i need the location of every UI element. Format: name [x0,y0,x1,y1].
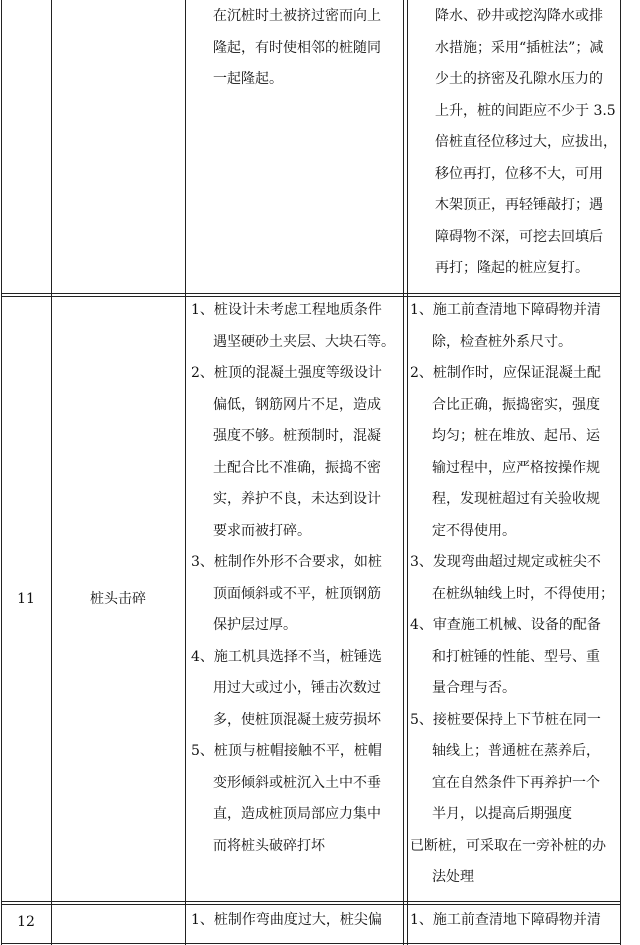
text-line: 移位再打，位移不大，可用 [435,165,603,182]
text-line: 已断桩，可采取在一旁补桩的办 [410,837,606,854]
text-line: 半月，以提高后期强度 [432,806,572,822]
text-line: 均匀；桩在堆放、起吊、运 [432,428,600,444]
text-line: 和打桩锤的性能、型号、重 [432,648,600,665]
text-line: 倍桩直径位移过大，应拔出， [435,134,617,150]
text-line: 2、桩制作时，应保证混凝土配 [410,365,601,381]
cause-cell [191,905,382,937]
text-line: 3、桩制作外形不合要求，如桩 [191,554,382,570]
text-line: 在沉桩时土被挤过密而向上 [213,8,381,24]
column-divider [403,0,404,945]
text-line: 1、桩制作弯曲度过大，桩尖偏 [191,912,382,928]
measure-cell [435,1,617,285]
text-line: 要求而被打碎。 [213,522,311,539]
text-line: 木架顶正，再轻锤敲打；遇 [435,197,603,213]
text-line: 法处理 [432,869,474,885]
text-line: 保护层过厚。 [213,617,297,633]
text-line: 偏低，钢筋网片不足，造成 [213,396,381,413]
text-line: 轴线上；普通桩在蒸养后， [432,743,600,759]
text-line: 实，养护不良，未达到设计 [213,491,381,507]
text-line: 再打；隆起的桩应复打。 [435,260,589,276]
row-divider [1,293,621,294]
text-line: 1、桩设计未考虑工程地质条件 [191,302,382,318]
text-line: 除，检查桩外系尺寸。 [432,333,572,350]
column-divider [185,0,186,945]
text-line: 障碍物不深，可挖去回填后 [435,228,603,245]
text-line: 用过大或过小，锤击次数过 [213,680,381,696]
cause-cell [191,295,395,862]
text-line: 合比正确，振捣密实，强度 [432,396,600,413]
text-line: 遇坚硬砂土夹层、大块石等。 [213,333,395,350]
text-line: 多，使桩顶混凝土疲劳损坏 [213,711,381,728]
text-line: 5、桩顶与桩帽接触不平，桩帽 [191,743,382,759]
column-divider [620,0,621,945]
text-line: 程，发现桩超过有关验收规 [432,491,600,507]
text-line: 隆起，有时使相邻的桩随同 [213,39,381,56]
text-line: 上升，桩的间距应不少于 3.5 [435,102,616,119]
text-line: 顶面倾斜或不平，桩顶钢筋 [213,585,381,602]
column-divider [1,0,2,945]
text-line: 1、施工前查清地下障碍物并清 [410,302,601,318]
text-line: 输过程中，应严格按操作规 [432,459,600,476]
text-line: 少土的挤密及孔隙水压力的 [435,71,603,87]
row-divider [1,901,621,902]
measure-cell [410,905,601,937]
text-line: 降水、砂井或挖沟降水或排 [435,8,603,24]
text-line: 3、发现弯曲超过规定或桩尖不 [410,554,601,570]
text-line: 4、施工机具选择不当，桩锤选 [191,648,382,665]
defect-name: 桩头击碎 [90,591,146,607]
column-divider [51,0,52,945]
column-divider [407,0,408,945]
measure-cell [410,295,614,894]
text-line: 量合理与否。 [432,680,516,696]
text-line: 4、审查施工机械、设备的配备 [410,617,601,633]
text-line: 一起隆起。 [213,71,283,87]
text-line: 2、桩顶的混凝土强度等级设计 [191,365,382,381]
text-line: 变形倾斜或桩沉入土中不垂 [213,774,381,791]
text-line: 宜在自然条件下再养护一个 [432,774,600,791]
row-number: 12 [17,914,35,930]
text-line: 1、施工前查清地下障碍物并清 [410,912,601,928]
text-line: 在桩纵轴线上时，不得使用； [432,585,614,602]
text-line: 强度不够。桩预制时，混凝 [213,428,381,444]
cause-cell [213,1,381,96]
text-line: 而将桩头破碎打坏 [213,837,325,854]
text-line: 定不得使用。 [432,522,516,539]
text-line: 水措施；采用“插桩法”；减 [435,39,604,56]
table-bottom-border [1,943,621,944]
text-line: 直，造成桩顶局部应力集中 [213,806,381,822]
text-line: 5、接桩要保持上下节桩在同一 [410,711,601,728]
row-number: 11 [17,591,35,607]
text-line: 土配合比不准确，振捣不密 [213,459,381,476]
